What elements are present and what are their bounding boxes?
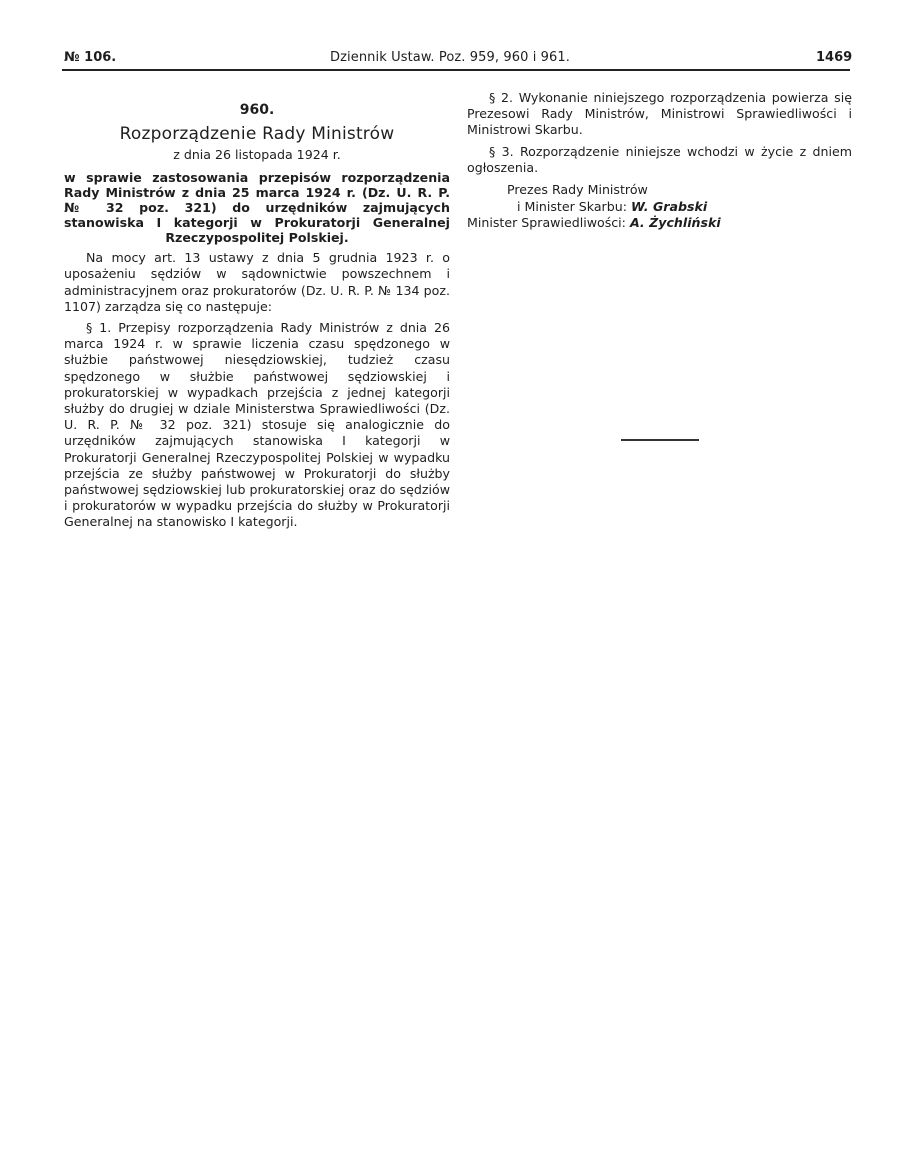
signature-line-2 — [467, 199, 852, 216]
act-number: 960. — [239, 102, 275, 118]
header-rule — [62, 69, 850, 71]
signatures — [467, 182, 852, 232]
end-divider — [621, 439, 699, 441]
act-subject: w sprawie zastosowania przepisów rozporządzenia Rady Ministrów z dnia 25 marca 1924 r. (Dz. U. R. P. № 32 poz. 321) do urzędników zajmujących stanowiska I kategorji w Prokuratorji Generalnej Rzeczypospolitej Polskiej. — [64, 170, 450, 246]
act-title: Rozporządzenie Rady Ministrów — [119, 124, 395, 144]
signature-title-1: Prezes Rady Ministrów — [507, 182, 648, 198]
signature-line-3 — [467, 215, 852, 232]
act-date: z dnia 26 listopada 1924 r. — [173, 147, 341, 162]
gazette-title: Dziennik Ustaw. Poz. 959, 960 i 961. — [330, 50, 570, 65]
paragraph-3: § 3. Rozporządzenie niniejsze wchodzi w życie z dniem ogłoszenia. — [467, 143, 852, 175]
preamble: Na mocy art. 13 ustawy z dnia 5 grudnia 1923 r. o uposażeniu sędziów w sądownictwie powszechnem i administracyjnem oraz prokuratorów (Dz. U. R. P. № 134 poz. 1107) zarządza się co następuje: — [64, 250, 450, 314]
signature-name-grabski: W. Grabski — [630, 198, 708, 214]
paragraph-2: § 2. Wykonanie niniejszego rozporządzenia powierza się Prezesowi Rady Ministrów, Ministrowi Sprawiedliwości i Ministrowi Skarbu. — [467, 90, 852, 138]
signature-name-zychlinski: A. Żychliński — [629, 215, 721, 231]
signature-title-3: Minister Sprawiedliwości: — [467, 215, 626, 231]
right-column — [467, 85, 852, 232]
left-column — [64, 85, 450, 531]
paragraph-1: § 1. Przepisy rozporządzenia Rady Ministrów z dnia 26 marca 1924 r. w sprawie liczenia czasu spędzonego w służbie państwowej niesędziowskiej, tudzież czasu spędzonego w służbie państwowej sędziowskiej i prokuratorskiej w wypadkach przejścia z jednej kategorji służby do drugiej w dziale Ministerstwa Sprawiedliwości (Dz. U. R. P. № 32 poz. 321) stosuje się analogicznie do urzędników zajmujących stanowiska I kategorji w Prokuratorji Generalnej Rzeczypospolitej Polskiej w wypadku przejścia ze służby państwowej w Prokuratorji do służby państwowej sędziowskiej lub prokuratorskiej oraz do sędziów i prokuratorów w wypadku przejścia do służby w Prokuratorji Generalnej na stanowisko I kategorji. — [64, 320, 450, 530]
signature-title-2: i Minister Skarbu: — [517, 198, 627, 214]
gazette-issue-number: № 106. — [64, 50, 117, 65]
page-number: 1469 — [816, 50, 853, 65]
